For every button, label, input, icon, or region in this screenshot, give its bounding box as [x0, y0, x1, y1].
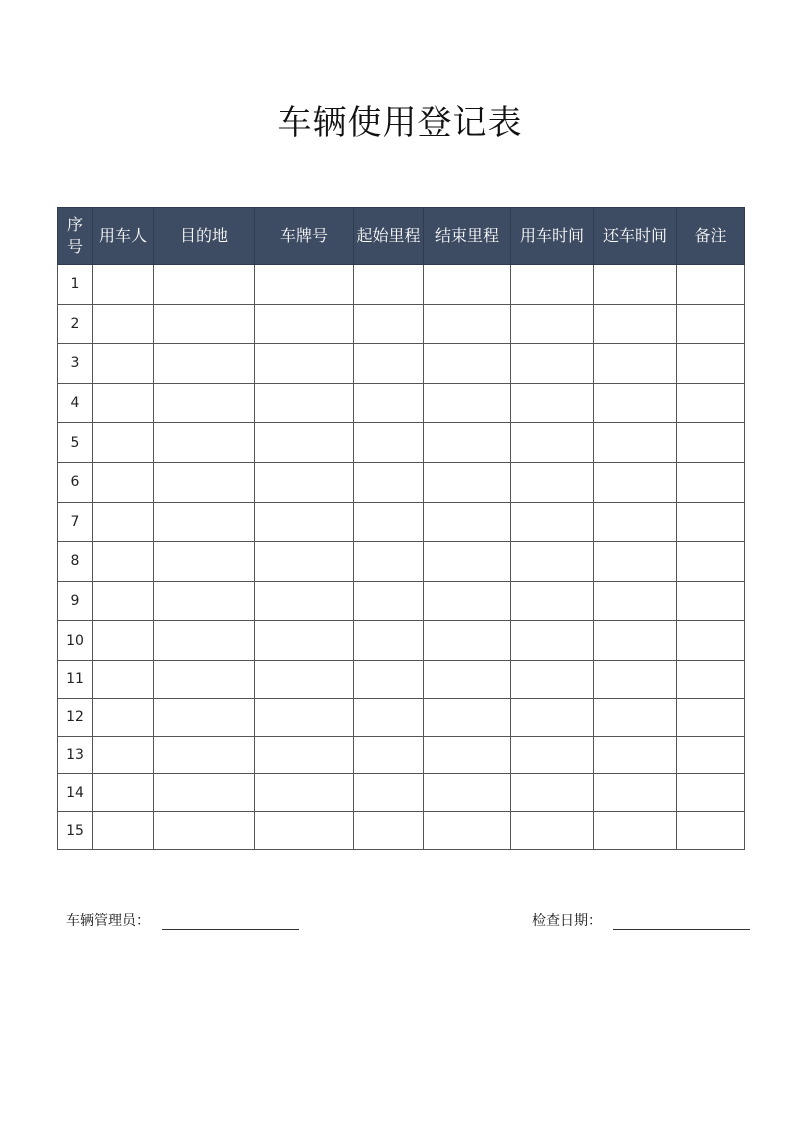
remarks-cell[interactable] [677, 698, 745, 736]
seq-cell: 2 [58, 304, 93, 344]
use-time-cell[interactable] [511, 304, 594, 344]
remarks-cell[interactable] [677, 502, 745, 542]
seq-cell: 10 [58, 621, 93, 661]
seq-cell: 15 [58, 812, 93, 850]
seq-cell: 9 [58, 581, 93, 621]
use-time-cell[interactable] [511, 660, 594, 698]
return-time-cell[interactable] [594, 344, 677, 384]
driver-cell[interactable] [93, 542, 154, 582]
driver-cell[interactable] [93, 581, 154, 621]
remarks-cell[interactable] [677, 462, 745, 502]
use-time-cell[interactable] [511, 423, 594, 463]
use-time-cell[interactable] [511, 542, 594, 582]
return-time-cell[interactable] [594, 581, 677, 621]
driver-cell[interactable] [93, 344, 154, 384]
use-time-cell[interactable] [511, 698, 594, 736]
return-time-cell[interactable] [594, 304, 677, 344]
table-row [58, 423, 745, 463]
remarks-cell[interactable] [677, 304, 745, 344]
seq-cell: 11 [58, 660, 93, 698]
remarks-cell[interactable] [677, 383, 745, 423]
start-mileage-cell[interactable] [354, 774, 424, 812]
return-time-header: 还车时间 [594, 208, 677, 265]
use-time-cell[interactable] [511, 774, 594, 812]
destination-cell[interactable] [154, 462, 255, 502]
destination-cell[interactable] [154, 502, 255, 542]
table-row [58, 812, 745, 850]
plate-cell[interactable] [255, 462, 354, 502]
vehicle-manager-label: 车辆管理员： [66, 913, 150, 929]
return-time-cell[interactable] [594, 423, 677, 463]
return-time-cell[interactable] [594, 774, 677, 812]
end-mileage-cell[interactable] [424, 660, 511, 698]
remarks-cell[interactable] [677, 736, 745, 774]
driver-cell[interactable] [93, 304, 154, 344]
table-row [58, 383, 745, 423]
plate-cell[interactable] [255, 383, 354, 423]
table-row [58, 344, 745, 384]
end-mileage-cell[interactable] [424, 542, 511, 582]
return-time-cell[interactable] [594, 812, 677, 850]
table-row [58, 502, 745, 542]
use-time-cell[interactable] [511, 265, 594, 305]
return-time-cell[interactable] [594, 383, 677, 423]
use-time-cell[interactable] [511, 812, 594, 850]
return-time-cell[interactable] [594, 660, 677, 698]
return-time-cell[interactable] [594, 462, 677, 502]
plate-cell[interactable] [255, 812, 354, 850]
table-row [58, 660, 745, 698]
end-mileage-cell[interactable] [424, 304, 511, 344]
destination-cell[interactable] [154, 698, 255, 736]
plate-cell[interactable] [255, 621, 354, 661]
table-row [58, 621, 745, 661]
seq-header: 序号 [58, 208, 93, 265]
end-mileage-cell[interactable] [424, 462, 511, 502]
return-time-cell[interactable] [594, 736, 677, 774]
end-mileage-cell[interactable] [424, 502, 511, 542]
table-row [58, 542, 745, 582]
remarks-cell[interactable] [677, 812, 745, 850]
start-mileage-cell[interactable] [354, 383, 424, 423]
destination-cell[interactable] [154, 383, 255, 423]
inspection-date-label: 检查日期： [532, 913, 602, 929]
table-row [58, 304, 745, 344]
table-row [58, 265, 745, 305]
driver-cell[interactable] [93, 698, 154, 736]
plate-cell[interactable] [255, 698, 354, 736]
start-mileage-cell[interactable] [354, 462, 424, 502]
remarks-cell[interactable] [677, 423, 745, 463]
start-mileage-cell[interactable] [354, 344, 424, 384]
seq-cell: 3 [58, 344, 93, 384]
destination-cell[interactable] [154, 542, 255, 582]
driver-cell[interactable] [93, 265, 154, 305]
seq-cell: 1 [58, 265, 93, 305]
driver-cell[interactable] [93, 462, 154, 502]
end-mileage-cell[interactable] [424, 621, 511, 661]
seq-cell: 12 [58, 698, 93, 736]
remarks-cell[interactable] [677, 774, 745, 812]
start-mileage-cell[interactable] [354, 660, 424, 698]
driver-cell[interactable] [93, 736, 154, 774]
plate-cell[interactable] [255, 502, 354, 542]
plate-cell[interactable] [255, 344, 354, 384]
vehicle-manager-signature-line[interactable] [162, 929, 299, 930]
return-time-cell[interactable] [594, 265, 677, 305]
table-row [58, 774, 745, 812]
plate-cell[interactable] [255, 774, 354, 812]
plate-cell[interactable] [255, 423, 354, 463]
end-mileage-cell[interactable] [424, 423, 511, 463]
destination-header: 目的地 [154, 208, 255, 265]
end-mileage-cell[interactable] [424, 698, 511, 736]
return-time-cell[interactable] [594, 621, 677, 661]
vehicle-log-table [57, 207, 745, 850]
start-mileage-cell[interactable] [354, 265, 424, 305]
remarks-header: 备注 [677, 208, 745, 265]
plate-cell[interactable] [255, 304, 354, 344]
return-time-cell[interactable] [594, 502, 677, 542]
start-mileage-header: 起始里程 [354, 208, 424, 265]
use-time-cell[interactable] [511, 581, 594, 621]
return-time-cell[interactable] [594, 698, 677, 736]
remarks-cell[interactable] [677, 265, 745, 305]
destination-cell[interactable] [154, 423, 255, 463]
end-mileage-cell[interactable] [424, 812, 511, 850]
destination-cell[interactable] [154, 265, 255, 305]
destination-cell[interactable] [154, 344, 255, 384]
seq-cell: 5 [58, 423, 93, 463]
start-mileage-cell[interactable] [354, 621, 424, 661]
seq-cell: 8 [58, 542, 93, 582]
inspection-date-line[interactable] [613, 929, 750, 930]
end-mileage-cell[interactable] [424, 265, 511, 305]
table-row [58, 581, 745, 621]
end-mileage-cell[interactable] [424, 581, 511, 621]
remarks-cell[interactable] [677, 581, 745, 621]
use-time-cell[interactable] [511, 736, 594, 774]
table-row [58, 736, 745, 774]
destination-cell[interactable] [154, 736, 255, 774]
plate-cell[interactable] [255, 265, 354, 305]
start-mileage-cell[interactable] [354, 542, 424, 582]
start-mileage-cell[interactable] [354, 812, 424, 850]
driver-cell[interactable] [93, 774, 154, 812]
use-time-cell[interactable] [511, 344, 594, 384]
table-row [58, 698, 745, 736]
destination-cell[interactable] [154, 621, 255, 661]
seq-cell: 7 [58, 502, 93, 542]
driver-cell[interactable] [93, 812, 154, 850]
destination-cell[interactable] [154, 581, 255, 621]
destination-cell[interactable] [154, 812, 255, 850]
destination-cell[interactable] [154, 304, 255, 344]
return-time-cell[interactable] [594, 542, 677, 582]
driver-cell[interactable] [93, 423, 154, 463]
seq-cell: 13 [58, 736, 93, 774]
end-mileage-cell[interactable] [424, 736, 511, 774]
driver-cell[interactable] [93, 502, 154, 542]
start-mileage-cell[interactable] [354, 736, 424, 774]
table-row [58, 462, 745, 502]
plate-header: 车牌号 [255, 208, 354, 265]
driver-cell[interactable] [93, 383, 154, 423]
remarks-cell[interactable] [677, 542, 745, 582]
plate-cell[interactable] [255, 660, 354, 698]
start-mileage-cell[interactable] [354, 423, 424, 463]
table-header-row [58, 208, 745, 265]
driver-header: 用车人 [93, 208, 154, 265]
start-mileage-cell[interactable] [354, 304, 424, 344]
page-title: 车辆使用登记表 [277, 103, 523, 143]
start-mileage-cell[interactable] [354, 502, 424, 542]
start-mileage-cell[interactable] [354, 698, 424, 736]
end-mileage-cell[interactable] [424, 344, 511, 384]
seq-cell: 4 [58, 383, 93, 423]
destination-cell[interactable] [154, 774, 255, 812]
seq-cell: 6 [58, 462, 93, 502]
use-time-cell[interactable] [511, 462, 594, 502]
plate-cell[interactable] [255, 542, 354, 582]
remarks-cell[interactable] [677, 344, 745, 384]
end-mileage-cell[interactable] [424, 383, 511, 423]
plate-cell[interactable] [255, 581, 354, 621]
destination-cell[interactable] [154, 660, 255, 698]
plate-cell[interactable] [255, 736, 354, 774]
end-mileage-cell[interactable] [424, 774, 511, 812]
table-body [58, 265, 745, 850]
remarks-cell[interactable] [677, 621, 745, 661]
use-time-cell[interactable] [511, 502, 594, 542]
use-time-cell[interactable] [511, 383, 594, 423]
seq-cell: 14 [58, 774, 93, 812]
use-time-cell[interactable] [511, 621, 594, 661]
start-mileage-cell[interactable] [354, 581, 424, 621]
end-mileage-header: 结束里程 [424, 208, 511, 265]
driver-cell[interactable] [93, 660, 154, 698]
driver-cell[interactable] [93, 621, 154, 661]
use-time-header: 用车时间 [511, 208, 594, 265]
remarks-cell[interactable] [677, 660, 745, 698]
